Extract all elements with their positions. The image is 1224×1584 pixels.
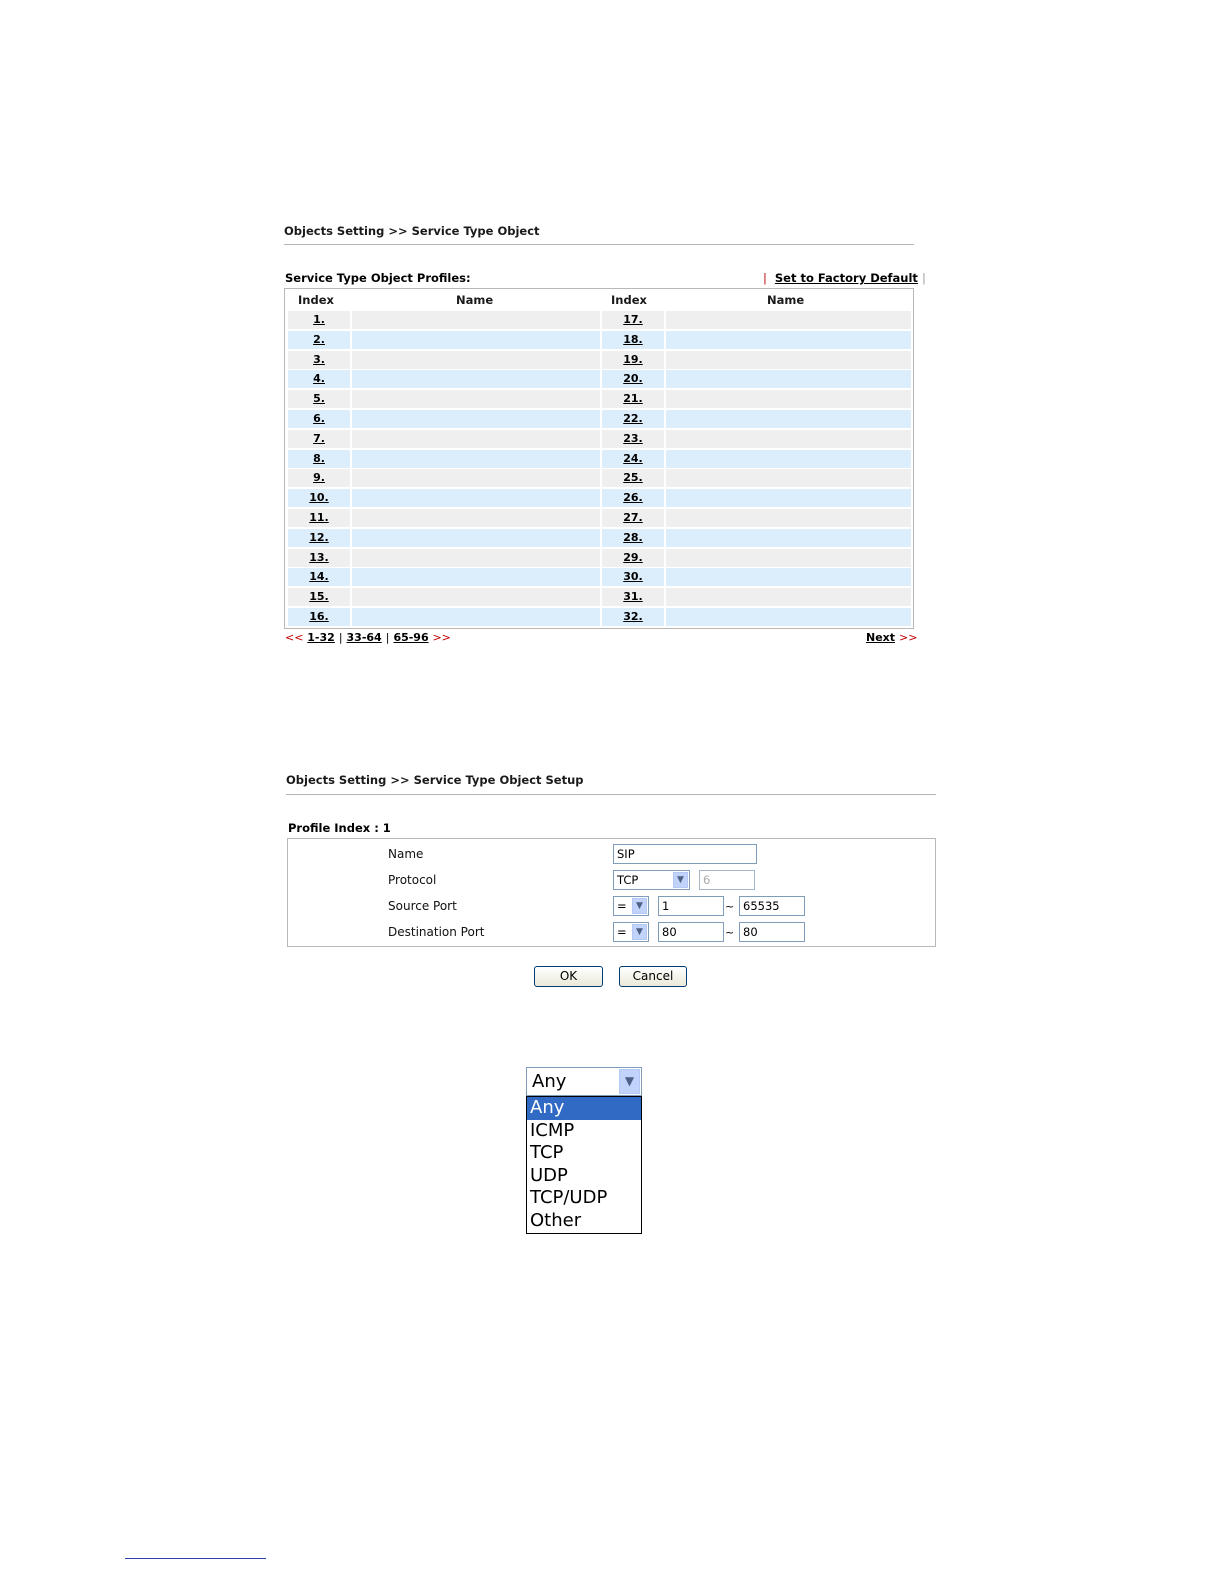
name-cell — [666, 529, 911, 547]
table-row — [288, 311, 911, 329]
protocol-label: Protocol — [388, 873, 437, 887]
title-divider — [284, 244, 914, 245]
profile-index-link[interactable]: 19. — [623, 352, 643, 366]
page-link-1-32[interactable]: 1-32 — [307, 631, 335, 644]
page-link-33-64[interactable]: 33-64 — [346, 631, 382, 644]
index-cell — [602, 370, 664, 388]
name-cell — [352, 549, 600, 567]
page-link-65-96[interactable]: 65-96 — [393, 631, 429, 644]
index-cell — [602, 568, 664, 586]
protocol-select-value: TCP — [617, 873, 639, 887]
ok-button[interactable]: OK — [534, 966, 603, 987]
name-cell — [666, 509, 911, 527]
table-row — [288, 608, 911, 626]
index-cell — [288, 529, 350, 547]
name-cell — [352, 509, 600, 527]
profile-index-link[interactable]: 13. — [309, 550, 329, 564]
index-cell — [602, 390, 664, 408]
table-row — [288, 549, 911, 567]
protocol-dropdown-value: Any — [532, 1071, 567, 1092]
header-index-left: Index — [298, 293, 334, 307]
name-cell — [666, 568, 911, 586]
index-cell — [288, 489, 350, 507]
profiles-heading: Service Type Object Profiles: — [285, 271, 471, 285]
name-cell — [666, 549, 911, 567]
name-cell — [352, 430, 600, 448]
protocol-option-tcp-udp[interactable]: TCP/UDP — [530, 1187, 608, 1208]
index-cell — [288, 549, 350, 567]
profile-index-link[interactable]: 26. — [623, 491, 643, 505]
name-cell — [666, 351, 911, 369]
profile-index-label: Profile Index : 1 — [288, 821, 391, 835]
table-row — [288, 469, 911, 487]
name-cell — [666, 469, 911, 487]
destination-port-range-tilde: ~ — [725, 926, 735, 939]
name-cell — [352, 370, 600, 388]
index-cell — [288, 410, 350, 428]
profile-index-link[interactable]: 32. — [623, 610, 643, 623]
name-label: Name — [388, 847, 424, 861]
index-cell — [602, 311, 664, 329]
factory-default-area — [763, 271, 926, 285]
profile-index-link[interactable]: 20. — [623, 372, 643, 386]
name-cell — [666, 588, 911, 606]
name-cell — [666, 370, 911, 388]
protocol-dropdown-select[interactable] — [526, 1067, 642, 1096]
profile-index-link[interactable]: 25. — [623, 471, 643, 485]
profile-index-link[interactable]: 7. — [313, 431, 325, 445]
name-cell — [352, 489, 600, 507]
index-cell — [602, 509, 664, 527]
profile-index-link[interactable]: 14. — [309, 570, 329, 584]
index-cell — [288, 430, 350, 448]
profile-index-link[interactable]: 3. — [313, 352, 325, 366]
header-name-right: Name — [767, 293, 805, 307]
name-cell — [352, 311, 600, 329]
index-cell — [602, 489, 664, 507]
profile-index-link[interactable]: 4. — [313, 372, 325, 386]
profile-index-link[interactable]: 24. — [623, 451, 643, 465]
index-cell — [288, 370, 350, 388]
profile-index-link[interactable]: 27. — [623, 511, 643, 524]
index-cell — [602, 351, 664, 369]
profile-index-link[interactable]: 1. — [313, 313, 325, 326]
profile-index-link[interactable]: 16. — [309, 610, 329, 623]
protocol-option-any[interactable]: Any — [527, 1097, 641, 1120]
factory-separator-right: | — [921, 271, 926, 285]
index-cell — [288, 311, 350, 329]
protocol-number-input[interactable]: 6 — [699, 870, 755, 890]
protocol-dropdown-list — [526, 1096, 642, 1234]
cancel-button[interactable]: Cancel — [619, 966, 687, 987]
profile-index-link[interactable]: 5. — [313, 392, 325, 406]
title-divider — [286, 794, 936, 795]
index-cell — [602, 331, 664, 349]
source-port-end-input[interactable]: 65535 — [739, 896, 805, 916]
chevron-down-icon: ▼ — [619, 1069, 640, 1094]
index-cell — [288, 608, 350, 626]
profile-index-link[interactable]: 10. — [309, 491, 329, 505]
source-port-label: Source Port — [388, 899, 457, 913]
table-row — [288, 390, 911, 408]
profile-index-link[interactable]: 6. — [313, 412, 325, 425]
index-cell — [602, 588, 664, 606]
table-row — [288, 430, 911, 448]
setup-form — [287, 838, 936, 947]
source-port-operator-select[interactable] — [613, 896, 649, 916]
index-cell — [288, 450, 350, 468]
profile-index-link[interactable]: 18. — [623, 332, 643, 346]
profile-index-link[interactable]: 12. — [309, 530, 329, 544]
name-cell — [352, 469, 600, 487]
header-name-left: Name — [456, 293, 494, 307]
protocol-option-udp[interactable]: UDP — [530, 1164, 568, 1186]
protocol-option-tcp[interactable]: TCP — [530, 1142, 564, 1163]
table-row — [288, 351, 911, 369]
source-port-range-tilde: ~ — [725, 900, 735, 913]
name-cell — [666, 331, 911, 349]
profile-index-link[interactable]: 2. — [313, 332, 325, 346]
next-navigation — [866, 631, 917, 644]
name-cell — [352, 331, 600, 349]
table-row — [288, 568, 911, 586]
table-row — [288, 529, 911, 547]
table-row — [288, 370, 911, 388]
profile-index-link[interactable]: 30. — [623, 570, 643, 584]
destination-port-end-input[interactable]: 80 — [739, 922, 805, 942]
profile-index-link[interactable]: 28. — [623, 530, 643, 544]
name-cell — [352, 608, 600, 626]
page-navigation — [285, 631, 451, 644]
index-cell — [602, 410, 664, 428]
next-page-link[interactable]: Next — [866, 631, 896, 644]
index-cell — [602, 529, 664, 547]
chevron-down-icon: ▼ — [632, 924, 647, 940]
profile-index-link[interactable]: 23. — [623, 431, 643, 445]
name-cell — [666, 450, 911, 468]
protocol-option-icmp[interactable]: ICMP — [530, 1119, 575, 1141]
index-cell — [288, 509, 350, 527]
next-arrow: >> — [899, 631, 918, 644]
index-cell — [602, 469, 664, 487]
name-cell — [666, 410, 911, 428]
factory-separator-left: | — [763, 271, 767, 285]
name-cell — [352, 568, 600, 586]
index-cell — [288, 331, 350, 349]
profile-index-link[interactable]: 31. — [623, 590, 643, 604]
name-cell — [666, 390, 911, 408]
index-cell — [288, 469, 350, 487]
name-cell — [666, 608, 911, 626]
index-cell — [602, 549, 664, 567]
profile-index-link[interactable]: 15. — [309, 590, 329, 604]
index-cell — [288, 568, 350, 586]
profile-index-link[interactable]: 21. — [623, 392, 643, 406]
name-cell — [666, 311, 911, 329]
profile-index-link[interactable]: 22. — [623, 412, 643, 425]
protocol-select[interactable] — [613, 870, 690, 890]
table-row — [288, 509, 911, 527]
profile-index-link[interactable]: 29. — [623, 550, 643, 564]
name-cell — [352, 529, 600, 547]
chevron-down-icon: ▼ — [632, 898, 647, 914]
page-separator: | — [338, 631, 343, 644]
destination-port-operator-value: = — [617, 925, 627, 939]
page-separator: | — [385, 631, 390, 644]
destination-port-operator-select[interactable] — [613, 922, 649, 942]
name-cell — [352, 450, 600, 468]
table-row — [288, 489, 911, 507]
profile-index-link[interactable]: 9. — [313, 471, 325, 485]
name-cell — [666, 430, 911, 448]
name-cell — [666, 489, 911, 507]
page-title-service-type-object: Objects Setting >> Service Type Object — [284, 224, 540, 238]
header-index-right: Index — [611, 293, 647, 307]
index-cell — [602, 450, 664, 468]
table-row — [288, 450, 911, 468]
name-cell — [352, 390, 600, 408]
profile-index-link[interactable]: 11. — [309, 511, 329, 524]
profile-index-link[interactable]: 17. — [623, 313, 643, 326]
profiles-table — [284, 288, 914, 629]
index-cell — [288, 390, 350, 408]
index-cell — [288, 351, 350, 369]
name-input[interactable]: SIP — [613, 844, 757, 864]
table-row — [288, 588, 911, 606]
pager-next-arrow: >> — [432, 631, 451, 644]
index-cell — [602, 608, 664, 626]
destination-port-start-input[interactable]: 80 — [658, 922, 724, 942]
chevron-down-icon: ▼ — [673, 872, 688, 888]
name-cell — [352, 351, 600, 369]
profile-index-link[interactable]: 8. — [313, 451, 325, 465]
source-port-operator-value: = — [617, 899, 627, 913]
destination-port-label: Destination Port — [388, 925, 485, 939]
table-row — [288, 410, 911, 428]
protocol-option-other[interactable]: Other — [530, 1209, 582, 1231]
source-port-start-input[interactable]: 1 — [658, 896, 724, 916]
index-cell — [288, 588, 350, 606]
footnote-separator — [125, 1558, 266, 1559]
set-to-factory-default-link[interactable]: Set to Factory Default — [774, 271, 918, 285]
name-cell — [352, 588, 600, 606]
page-title-service-type-object-setup: Objects Setting >> Service Type Object Setup — [286, 773, 584, 787]
name-cell — [352, 410, 600, 428]
prev-arrow: << — [285, 631, 304, 644]
index-cell — [602, 430, 664, 448]
table-row — [288, 331, 911, 349]
